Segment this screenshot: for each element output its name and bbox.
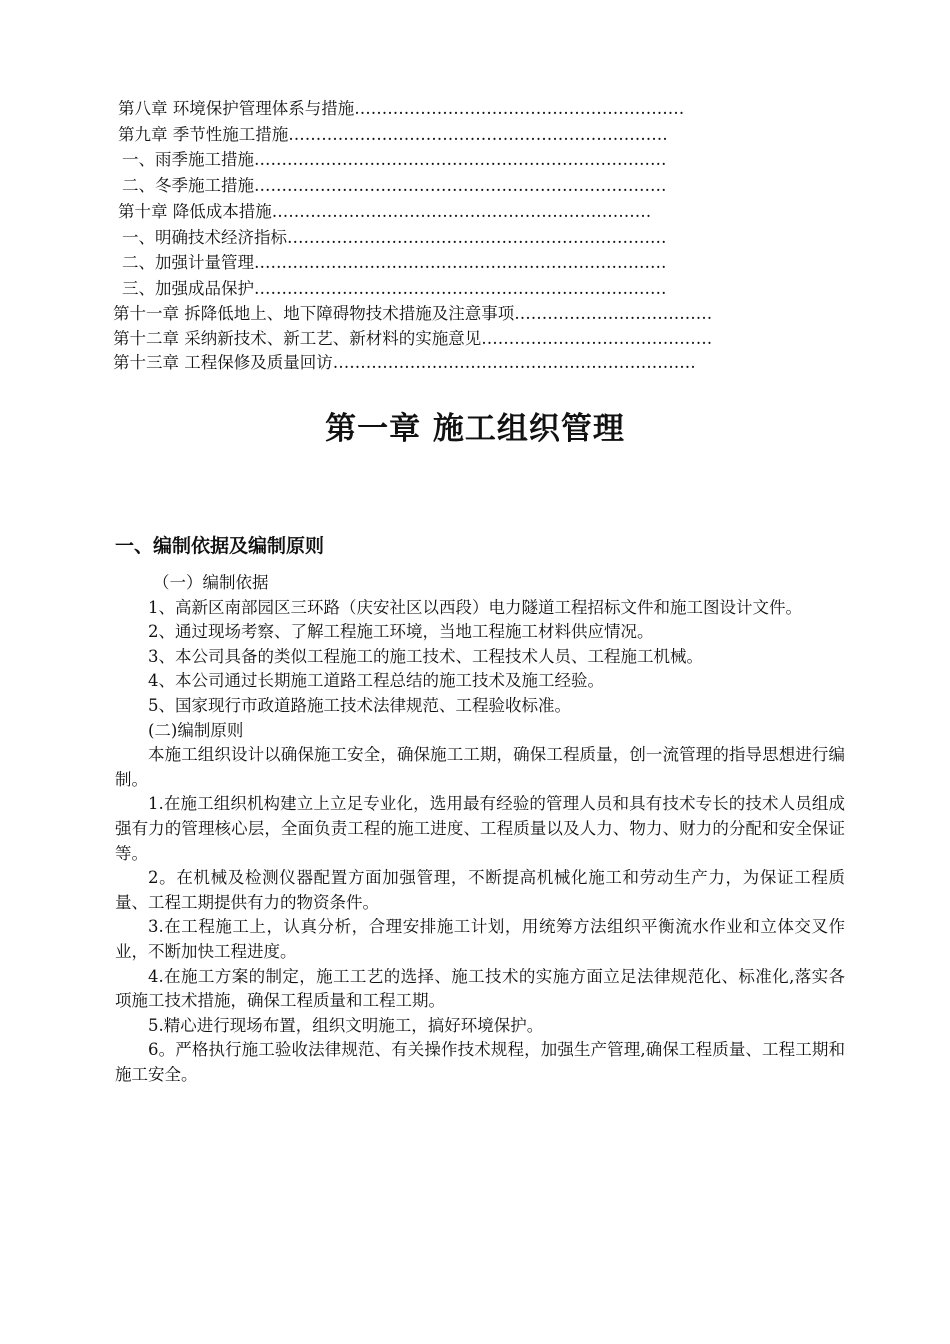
toc-entry	[113, 303, 712, 325]
body-text	[115, 571, 845, 1087]
toc-leaders: …………………………………………………………………	[254, 253, 667, 272]
toc-leaders: ……………………………………………………………	[271, 202, 652, 221]
toc-entry	[118, 201, 651, 223]
subsection-heading: (二)编制原则	[148, 720, 244, 740]
toc-entry	[122, 278, 667, 300]
paragraph: 3、本公司具备的类似工程施工的施工技术、工程技术人员、工程施工机械。	[148, 646, 703, 666]
toc-entry-title: 一、雨季施工措施	[122, 150, 254, 169]
paragraph: 4、本公司通过长期施工道路工程总结的施工技术及施工经验。	[148, 671, 604, 691]
paragraph: 1.在施工组织机构建立上立足专业化，选用最有经验的管理人员和具有技术专长的技术人员组成强有力的管理核心层，全面负责工程的施工进度、工程质量以及人力、物力、财力的分配和安全保证等。	[115, 794, 845, 863]
toc-leaders: …………………………………………………………………	[254, 279, 667, 298]
paragraph: 2、通过现场考察、了解工程施工环境，当地工程施工材料供应情况。	[148, 622, 654, 642]
toc-entry-title: 第十章 降低成本措施	[118, 202, 272, 221]
toc-entry-title: 第十二章 采纳新技术、新工艺、新材料的实施意见	[113, 329, 482, 348]
paragraph: 6。严格执行施工验收法律规范、有关操作技术规程，加强生产管理,确保工程质量、工程工期和施工安全。	[115, 1040, 845, 1084]
toc-entry	[122, 252, 667, 274]
toc-leaders: ……………………………………………………	[354, 99, 685, 118]
toc-entry	[122, 149, 667, 171]
section-heading: 一、编制依据及编制原则	[115, 535, 325, 557]
toc-entry	[118, 98, 684, 120]
chapter-title: 第一章 施工组织管理	[325, 411, 625, 447]
toc-entry-title: 第八章 环境保护管理体系与措施	[118, 99, 355, 118]
toc-leaders: …………………………………………………………	[332, 353, 696, 372]
paragraph: 5、国家现行市政道路施工技术法律规范、工程验收标准。	[148, 695, 571, 715]
toc-leaders: ……………………………………	[481, 329, 713, 348]
paragraph: 5.精心进行现场布置，组织文明施工，搞好环境保护。	[148, 1015, 544, 1035]
toc-leaders: ……………………………………………………………	[287, 228, 667, 247]
toc-entry-title: 二、冬季施工措施	[122, 176, 254, 195]
toc-entry	[113, 328, 712, 350]
toc-leaders: ………………………………	[514, 304, 713, 323]
toc-entry	[113, 352, 696, 374]
subsection-heading: （一）编制依据	[153, 573, 269, 592]
toc-entry-title: 第九章 季节性施工措施	[118, 125, 289, 144]
toc-entry-title: 第十一章 拆降低地上、地下障碍物技术措施及注意事项	[113, 304, 515, 323]
toc-leaders: …………………………………………………………………	[254, 150, 667, 169]
toc-entry-title: 一、明确技术经济指标	[122, 228, 287, 247]
paragraph: 4.在施工方案的制定，施工工艺的选择、施工技术的实施方面立足法律规范化、标准化,落实各项施工技术措施，确保工程质量和工程工期。	[115, 966, 845, 1011]
toc-leaders: ……………………………………………………………	[288, 125, 668, 144]
paragraph: 3.在工程施工上，认真分析，合理安排施工计划，用统筹方法组织平衡流水作业和立体交叉作业，不断加快工程进度。	[115, 917, 845, 961]
toc-entry-title: 第十三章 工程保修及质量回访	[113, 353, 333, 372]
toc-leaders: …………………………………………………………………	[254, 176, 667, 195]
paragraph: 2。在机械及检测仪器配置方面加强管理，不断提高机械化施工和劳动生产力，为保证工程质量、工程工期提供有力的物资条件。	[115, 868, 845, 912]
toc-entry	[118, 124, 668, 146]
paragraph: 1、高新区南部园区三环路（庆安社区以西段）电力隧道工程招标文件和施工图设计文件。	[148, 597, 802, 617]
toc-entry-title: 二、加强计量管理	[122, 253, 254, 272]
toc-entry	[122, 175, 667, 197]
toc-entry-title: 三、加强成品保护	[122, 279, 254, 298]
toc-entry	[122, 227, 667, 249]
paragraph: 本施工组织设计以确保施工安全，确保施工工期，确保工程质量，创一流管理的指导思想进行编制。	[115, 745, 845, 789]
